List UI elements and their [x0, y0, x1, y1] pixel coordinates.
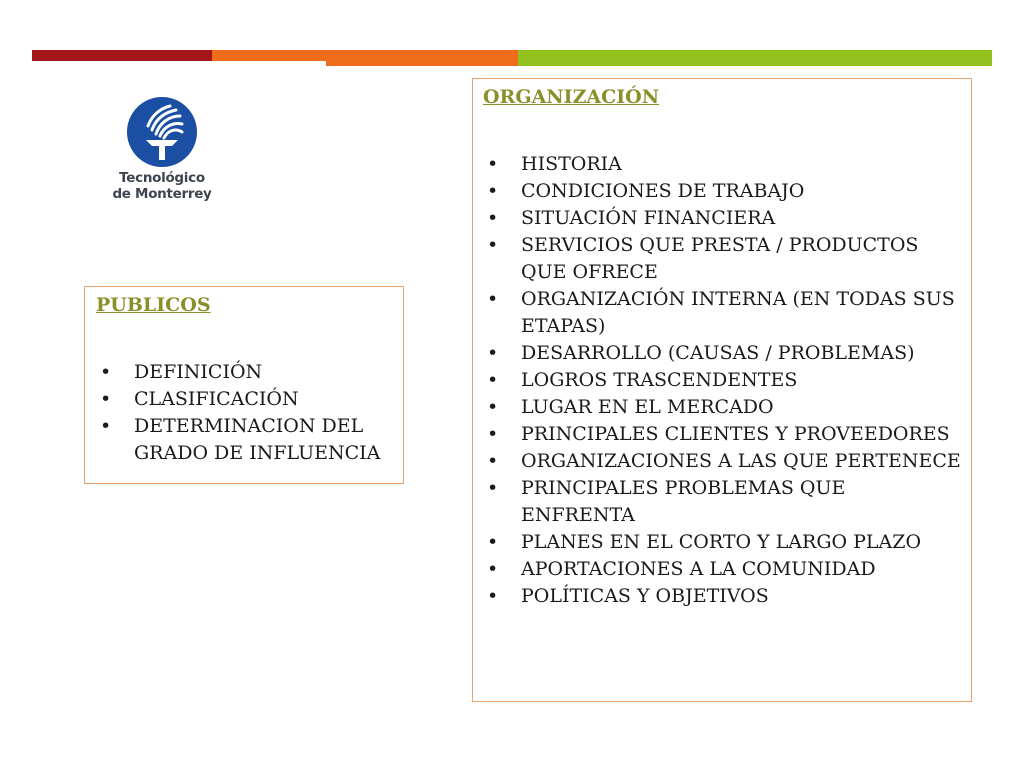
organizacion-heading: ORGANIZACIÓN — [483, 86, 660, 108]
logo-line-1: Tecnológico — [119, 170, 205, 186]
list-item: • DETERMINACION DEL GRADO DE INFLUENCIA — [96, 413, 396, 467]
list-item: • SITUACIÓN FINANCIERA — [483, 205, 963, 232]
header-bar-green — [518, 50, 992, 66]
list-item: • DEFINICIÓN — [96, 359, 396, 386]
list-item: • SERVICIOS QUE PRESTA / PRODUCTOS QUE OFRECE — [483, 232, 963, 286]
torch-emblem-icon — [126, 96, 198, 168]
logo-line-2: de Monterrey — [112, 186, 212, 202]
list-item: • LOGROS TRASCENDENTES — [483, 367, 963, 394]
list-item: • ORGANIZACIÓN INTERNA (EN TODAS SUS ETAPAS) — [483, 286, 963, 340]
publicos-list — [96, 359, 396, 467]
list-item: • CLASIFICACIÓN — [96, 386, 396, 413]
logo-wordmark — [104, 170, 220, 202]
list-item: • CONDICIONES DE TRABAJO — [483, 178, 963, 205]
header-bar-orange-tail — [326, 61, 518, 66]
list-item: • APORTACIONES A LA COMUNIDAD — [483, 556, 963, 583]
list-item: • PRINCIPALES CLIENTES Y PROVEEDORES — [483, 421, 963, 448]
list-item: • POLÍTICAS Y OBJETIVOS — [483, 583, 963, 610]
organizacion-list — [483, 151, 963, 610]
list-item: • LUGAR EN EL MERCADO — [483, 394, 963, 421]
list-item: • PLANES EN EL CORTO Y LARGO PLAZO — [483, 529, 963, 556]
tec-monterrey-logo — [104, 96, 220, 212]
list-item: • DESARROLLO (CAUSAS / PROBLEMAS) — [483, 340, 963, 367]
list-item: • HISTORIA — [483, 151, 963, 178]
header-bar-orange — [212, 50, 518, 61]
list-item: • PRINCIPALES PROBLEMAS QUE ENFRENTA — [483, 475, 963, 529]
header-bar-red — [32, 50, 212, 61]
publicos-heading: PUBLICOS — [96, 294, 211, 316]
list-item: • ORGANIZACIONES A LAS QUE PERTENECE — [483, 448, 963, 475]
